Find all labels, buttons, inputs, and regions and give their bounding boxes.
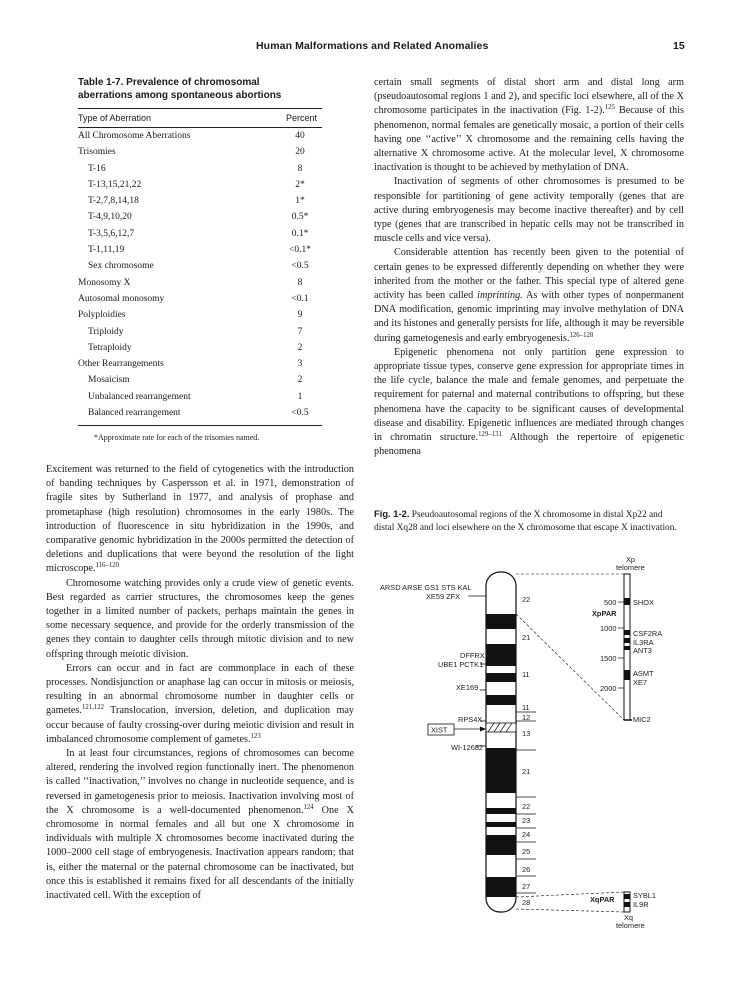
- table-row: [78, 144, 322, 160]
- running-head: [0, 40, 730, 58]
- table-row: [78, 242, 322, 258]
- band-dark: [486, 673, 516, 682]
- paragraph: Errors can occur and in fact are commonplace in each of these processes. Nondisjunction or anaphase lag can occur in mitosis or meiosis, resulting in an abnormal chromosome number in daughter cells or gametes.$^{121,122}$ Translocation, inversion, deletion, and duplication may occur because of faulty crossing-over during meiotic division and result in imbalanced chromosome complement of gametes.$^{123}$: [46, 662, 354, 745]
- table-row: [78, 405, 322, 421]
- gene-block: [624, 646, 630, 650]
- table-row: [78, 307, 322, 323]
- table-row: [78, 324, 322, 340]
- percent-cell: 40: [295, 131, 305, 141]
- percent-cell: 7: [297, 326, 303, 337]
- gene-label-top: ARSD ARSE GS1 STS KAL: [380, 583, 472, 592]
- band-label: 25: [522, 847, 531, 856]
- paragraph: certain small segments of distal short arm and distal long arm (pseudoautosomal regions 1 and 2), and specific loci elsewhere, all of the X chromosome participates in the inactivation (Fig. 1-2).$^{125}$ Because of this phenomenon, normal females are genetically mosaic, a portion of their cells having one ‘‘active’’ X chromosome and the remaining cells having the alternative X chromosome active. At the molecular level, X chromosome inactivation is thought to be achieved by methylation of DNA.: [374, 77, 684, 174]
- xppar-label: XpPAR: [592, 609, 617, 618]
- band-label: 13: [522, 729, 531, 738]
- paragraph: Considerable attention has recently been given to the potential of certain genes to be expressed differently depending on whether they were inherited from the mother or the father. This special type of altered gene activity has been called imprinting. As with other types of nonpermanent DNA modification, genomic imprinting may involve methylation of DNA and its histones and generally persists for life, although it may be reversible during gametogenesis and early embryogenesis.$^{126-128}$: [374, 247, 684, 344]
- gene-label-mid: DFFRX: [460, 651, 485, 660]
- table-row: [78, 372, 322, 388]
- gene-label-mid: UBE1 PCTK1: [438, 660, 484, 669]
- percent-cell: 2: [297, 375, 303, 386]
- xqpar-label: XqPAR: [590, 895, 615, 904]
- par1-gene-label: SHOX: [633, 598, 654, 607]
- gene-label-xist: XIST: [431, 725, 448, 735]
- table-header-percent: Percent: [285, 113, 317, 123]
- par1-gene-label: ASMT: [633, 669, 654, 678]
- aberration-type-cell: Sex chromosome: [88, 261, 154, 272]
- band-dark: [486, 748, 516, 793]
- aberration-type-cell: All Chromosome Aberrations: [78, 131, 191, 141]
- band-label: 22: [522, 802, 531, 811]
- aberration-type-cell: T-13,15,21,22: [88, 179, 142, 190]
- percent-cell: 9: [297, 310, 303, 321]
- gene-block: [624, 598, 630, 605]
- par2-gene-label: SYBL1: [633, 891, 657, 900]
- aberration-type-cell: Monosomy X: [78, 277, 131, 288]
- paragraph: Inactivation of segments of other chromosomes is presumed to be responsible for partitioning of gene activity temporally (genes that are active during embryogenesis may become inactive thereafter) and by cell type (genes that are transcribed in hepatic cells may not be transcribed in muscle cells and vice versa).: [374, 176, 684, 245]
- gene-block: [624, 902, 630, 907]
- left-column-text: [46, 463, 354, 903]
- percent-cell: <0.5: [291, 408, 309, 419]
- table-row: [78, 128, 322, 144]
- scale-label: 500: [604, 598, 617, 607]
- percent-cell: <0.1: [291, 293, 309, 304]
- percent-cell: 20: [295, 147, 305, 158]
- scale-label: 1000: [600, 624, 617, 633]
- band-label: 11: [522, 703, 530, 712]
- running-title: Human Malformations and Related Anomalies: [256, 40, 489, 52]
- band-dark: [486, 877, 516, 897]
- table-title-line2: aberrations among spontaneous abortions: [78, 90, 282, 101]
- xp-telomere-label: Xp: [626, 555, 636, 564]
- table-footnote: *Approximate rate for each of the trisomies named.: [94, 433, 260, 443]
- band-label: 27: [522, 882, 531, 891]
- table-title: [78, 76, 322, 102]
- aberration-type-cell: Balanced rearrangement: [88, 408, 181, 419]
- aberration-type-cell: Other Rearrangements: [78, 359, 164, 370]
- gene-label-xe169: XE169: [456, 683, 479, 692]
- band-label: 23: [522, 816, 531, 825]
- table-header-type: Type of Aberration: [78, 113, 152, 123]
- aberration-type-cell: Triploidy: [88, 326, 124, 337]
- scale-label: 1500: [600, 654, 617, 663]
- table-title-line1: Table 1-7. Prevalence of chromosomal: [78, 77, 260, 88]
- band-label: 12: [522, 713, 531, 722]
- x-chromosome-figure: [374, 552, 694, 932]
- percent-cell: 8: [297, 277, 303, 288]
- band-dark: [486, 614, 516, 629]
- paragraph: Epigenetic phenomena not only partition gene expression to appropriate tissue types, conserve gene expression for appropriate times in the life cycle, balance the male and female genomes, and perpetuate the requirement for paternal and maternal contributions to offspring, but these phenomena have the capacity to be significant causes of developmental disease and disability. Epigenetic influences are mediated through changes in chromatin structure.$^{129-131}$ Although the repertoire of epigenetic phenomena: [374, 346, 684, 458]
- band-label: 11: [522, 670, 530, 679]
- band-labels: [522, 595, 530, 907]
- band-label: 22: [522, 595, 531, 604]
- table-header: [78, 109, 322, 127]
- page-number: 15: [673, 40, 685, 52]
- gene-block: [624, 630, 630, 635]
- xq-telomere-label: telomere: [616, 921, 645, 930]
- percent-cell: 1*: [295, 196, 305, 207]
- band-label: 24: [522, 830, 531, 839]
- aberration-type-cell: T-4,9,10,20: [88, 212, 132, 223]
- par1-gene-labels: [633, 598, 662, 724]
- table-row: [78, 226, 322, 242]
- aberration-type-cell: T-1,11,19: [88, 245, 125, 256]
- figure-caption-text: Pseudoautosomal regions of the X chromosome in distal Xp22 and distal Xq28 and loci elsewhere on the X chromosome that escape X inactivation.: [374, 510, 677, 533]
- table-row: [78, 161, 322, 177]
- paragraph: In at least four circumstances, regions of chromosomes can become altered, rendering the involved region functionally inert. The phenomenon is called ‘‘inactivation,’’ involves no change in nucleotide sequence, and is reversed in gametogenesis prior to meiosis. Inactivation involving most of the X chromosome is a well-documented phenomenon.$^{124}$ One X chromosome in normal females and all but one X chromosome in individuals with multiple X chromosomes become inactivated during the 1000–2000 cell stage of embryogenesis. Inactivation appears random; that is, either the maternal or the paternal chromosome can be inactivated, but once this is established it remains fixed for all descendants of the initially inactivated cell. With the exception of: [46, 748, 354, 902]
- xq-telomere-label: Xq: [624, 913, 634, 922]
- gene-label-wi: WI-12682: [451, 743, 484, 752]
- band-dark: [486, 822, 516, 827]
- gene-block: [624, 894, 630, 899]
- table-row: [78, 275, 322, 291]
- percent-cell: 0.1*: [291, 228, 309, 239]
- table-row: [78, 209, 322, 225]
- percent-cell: 3: [297, 359, 303, 370]
- par1-gene-label: XE7: [633, 678, 647, 687]
- aberration-type-cell: Trisomies: [78, 147, 116, 158]
- percent-cell: 0.5*: [291, 212, 309, 223]
- percent-cell: 8: [297, 163, 303, 174]
- par1-gene-label: IL3RA: [633, 638, 654, 647]
- band-label: 21: [522, 633, 531, 642]
- table-row: [78, 389, 322, 405]
- table-row: [78, 258, 322, 274]
- table-row: [78, 356, 322, 372]
- table-row: [78, 177, 322, 193]
- right-column-text: [374, 76, 684, 459]
- aberration-type-cell: Unbalanced rearrangement: [88, 391, 191, 402]
- band-label: 26: [522, 865, 531, 874]
- percent-cell: <0.5: [291, 261, 309, 272]
- aberration-type-cell: Mosaicism: [88, 375, 130, 386]
- gene-label-top: XE59 ZFX: [426, 592, 461, 601]
- table-row: [78, 340, 322, 356]
- aberration-type-cell: T-3,5,6,12,7: [88, 228, 135, 239]
- figure-label: Fig. 1-2.: [374, 508, 410, 519]
- aberration-type-cell: Autosomal monosomy: [78, 293, 165, 304]
- par1-gene-label: CSF2RA: [633, 629, 663, 638]
- band-dark: [486, 695, 516, 705]
- percent-cell: <0.1*: [289, 245, 311, 256]
- table-body: [78, 128, 322, 421]
- paragraph: Excitement was returned to the field of cytogenetics with the introduction of banding techniques by Caspersson et al. in 1971, demonstration of fragile sites by Sutherland in 1977, and analysis of prophase and prometaphase (high resolution) chromosomes in the early 1980s. The introduction of fluorescence in situ hybridization in the 1990s, and comparative genomic hybridization in the 2000s permitted the detection of deletions and duplications that were beyond the resolution of the light microscope.$^{116-120}$: [46, 464, 354, 575]
- paragraph: Chromosome watching provides only a crude view of genetic events. Best regarded as carrier structures, the chromosomes keep the genes together in a limited number of packets, perhaps maintain the genes in some necessary sequence, and provide for the orderly transmission of the genes they contain to daughter cells through mitotic division and to new offspring through meiotic division.: [46, 577, 354, 660]
- aberration-type-cell: T-16: [88, 163, 106, 174]
- band-label: 21: [522, 767, 531, 776]
- table-row: [78, 193, 322, 209]
- x-chromosome-diagram: [374, 552, 694, 932]
- prevalence-table: [78, 76, 322, 442]
- gene-block: [624, 638, 630, 643]
- percent-cell: 2*: [295, 179, 305, 190]
- gene-label-rps4x: RPS4X: [458, 715, 483, 724]
- par1-gene-label: MIC2: [633, 715, 651, 724]
- par1-gene-label: ANT3: [633, 646, 652, 655]
- percent-cell: 1: [297, 391, 303, 402]
- chromosome-bands: [486, 614, 516, 897]
- band-dark: [486, 835, 516, 855]
- percent-cell: 2: [297, 342, 303, 353]
- figure-caption: [374, 507, 684, 535]
- gene-block: [624, 670, 630, 680]
- aberration-type-cell: T-2,7,8,14,18: [88, 196, 139, 207]
- band-dark: [486, 644, 516, 666]
- aberration-type-cell: Tetraploidy: [88, 342, 132, 353]
- xp-telomere-label: telomere: [616, 563, 645, 572]
- table-row: [78, 291, 322, 307]
- scale-label: 2000: [600, 684, 617, 693]
- par2-gene-label: IL9R: [633, 900, 649, 909]
- band-label: 28: [522, 898, 531, 907]
- band-dark: [486, 808, 516, 814]
- aberration-type-cell: Polyploidies: [78, 310, 126, 321]
